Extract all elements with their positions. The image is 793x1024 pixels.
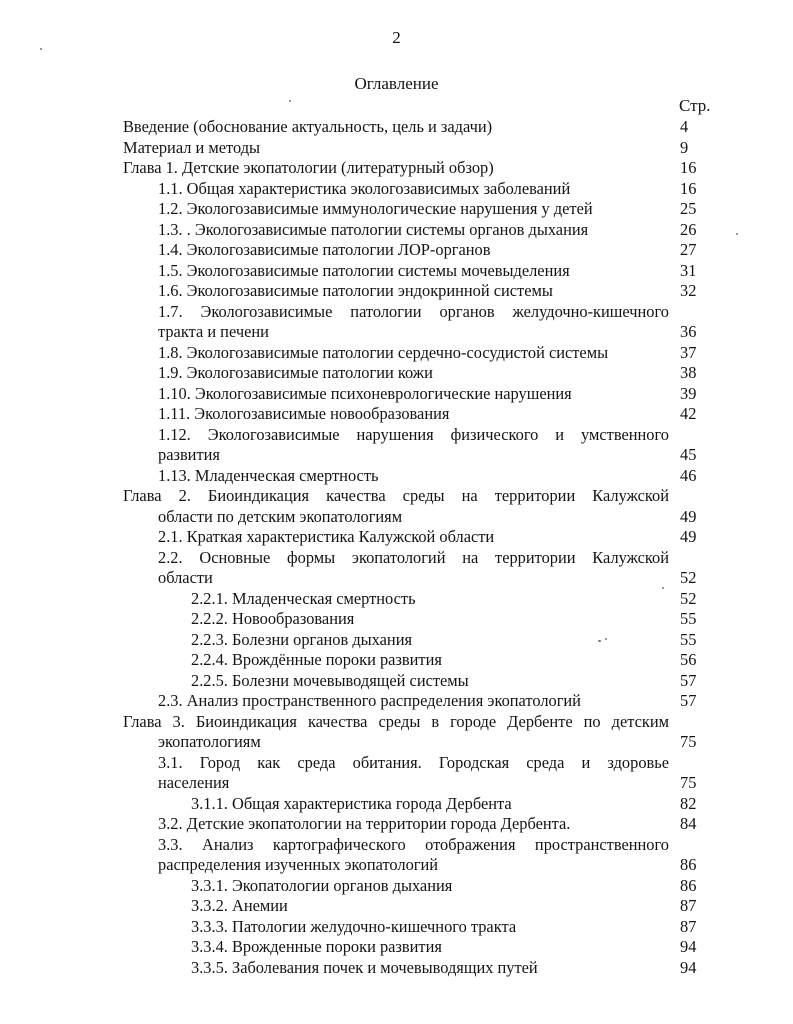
toc-entry-page: 82 bbox=[680, 793, 697, 813]
toc-entry-page: 87 bbox=[680, 916, 697, 936]
toc-entry-text: 2.3. Анализ пространственного распределения экопатологий bbox=[158, 691, 581, 710]
toc-entry-line bbox=[0, 425, 793, 446]
toc-entry bbox=[0, 138, 793, 159]
toc-entry bbox=[0, 691, 793, 712]
toc-entry bbox=[0, 384, 793, 405]
toc-entry-page: 45 bbox=[680, 445, 697, 464]
toc-entry-text: Глава 1. Детские экопатологии (литературный обзор) bbox=[123, 158, 494, 177]
toc-entry-text: 1.8. Экологозависимые патологии сердечно-сосудистой системы bbox=[158, 342, 609, 362]
toc-entry-text: 3.3.1. Экопатологии органов дыхания bbox=[191, 875, 453, 895]
toc-entry-page: 46 bbox=[680, 465, 697, 485]
toc-entry-page: 56 bbox=[680, 650, 697, 669]
toc-entry-text: 3.3.5. Заболевания почек и мочевыводящих путей bbox=[191, 957, 538, 977]
toc-entry-text: 1.5. Экологозависимые патологии системы мочевыделения bbox=[158, 260, 570, 280]
toc-entry-line bbox=[0, 404, 793, 425]
toc-entry-page: 37 bbox=[680, 342, 697, 362]
toc-entry-page: 36 bbox=[680, 322, 697, 341]
toc-entry-page: 39 bbox=[680, 383, 697, 403]
toc-entry-line bbox=[0, 507, 793, 528]
toc-entry-line bbox=[0, 712, 793, 733]
toc-entry-text: Введение (обоснование актуальность, цель и задачи) bbox=[123, 117, 493, 136]
toc-entry bbox=[0, 281, 793, 302]
toc-entry-line bbox=[0, 814, 793, 835]
toc-entry-text: 1.7. Экологозависимые патологии органов желудочно-кишечного bbox=[158, 301, 669, 321]
toc-entry bbox=[0, 363, 793, 384]
toc-entry-text: Глава 2. Биоиндикация качества среды на территории Калужской bbox=[123, 486, 669, 505]
toc-entry-text: 3.1.1. Общая характеристика города Дербента bbox=[191, 793, 512, 813]
toc-entry bbox=[0, 814, 793, 835]
toc-entry-page: 52 bbox=[680, 568, 697, 587]
toc-entry bbox=[0, 158, 793, 179]
toc-entry bbox=[0, 425, 793, 466]
toc-entry-page: 86 bbox=[680, 855, 697, 874]
toc-entry-line bbox=[0, 158, 793, 179]
toc-title: Оглавление bbox=[354, 74, 439, 93]
toc-entry-line bbox=[0, 630, 793, 651]
toc-entry bbox=[0, 199, 793, 220]
table-of-contents bbox=[0, 117, 793, 978]
toc-entry-line bbox=[0, 343, 793, 364]
toc-entry-page: 4 bbox=[680, 117, 689, 136]
toc-entry-line bbox=[0, 138, 793, 159]
toc-entry-line bbox=[0, 650, 793, 671]
toc-entry bbox=[0, 835, 793, 876]
toc-entry bbox=[0, 117, 793, 138]
toc-entry-page: 94 bbox=[680, 957, 697, 977]
toc-entry bbox=[0, 466, 793, 487]
toc-entry-text: 1.3. . Экологозависимые патологии системы органов дыхания bbox=[158, 219, 589, 239]
toc-entry bbox=[0, 548, 793, 589]
toc-entry-text: тракта и печени bbox=[158, 322, 269, 341]
toc-entry-page: 55 bbox=[680, 609, 697, 628]
toc-entry-line bbox=[0, 589, 793, 610]
toc-entry-text: 2.2. Основные формы экопатологий на территории Калужской bbox=[158, 547, 669, 567]
toc-entry-page: 38 bbox=[680, 363, 697, 382]
toc-entry-text: 1.11. Экологозависимые новообразования bbox=[158, 404, 450, 423]
toc-entry-text: 2.2.4. Врождённые пороки развития bbox=[191, 650, 442, 669]
toc-entry bbox=[0, 650, 793, 671]
toc-entry-text: 3.3.4. Врожденные пороки развития bbox=[191, 937, 442, 956]
toc-entry bbox=[0, 630, 793, 651]
toc-entry-text: 1.13. Младенческая смертность bbox=[158, 465, 379, 485]
toc-entry-line bbox=[0, 240, 793, 261]
toc-entry-line bbox=[0, 958, 793, 979]
toc-entry-line bbox=[0, 281, 793, 302]
toc-entry-line bbox=[0, 261, 793, 282]
toc-entry bbox=[0, 179, 793, 200]
toc-entry-text: области по детским экопатологиям bbox=[158, 506, 403, 526]
toc-entry-text: экопатологиям bbox=[158, 732, 261, 751]
toc-entry-line bbox=[0, 302, 793, 323]
toc-entry-text: 1.1. Общая характеристика экологозависимых заболеваний bbox=[158, 178, 571, 198]
toc-entry-text: 2.2.5. Болезни мочевыводящей системы bbox=[191, 670, 469, 690]
toc-entry-text: 3.2. Детские экопатологии на территории города Дербента. bbox=[158, 814, 571, 833]
toc-entry-text: Материал и методы bbox=[123, 137, 261, 157]
toc-entry bbox=[0, 876, 793, 897]
toc-entry-page: 49 bbox=[680, 506, 697, 526]
toc-entry-text: населения bbox=[158, 773, 230, 792]
toc-entry-text: развития bbox=[158, 445, 220, 464]
toc-entry bbox=[0, 609, 793, 630]
toc-entry-text: 3.1. Город как среда обитания. Городская среда и здоровье bbox=[158, 752, 669, 772]
toc-entry-line bbox=[0, 548, 793, 569]
toc-entry bbox=[0, 753, 793, 794]
toc-entry bbox=[0, 589, 793, 610]
toc-entry-line bbox=[0, 855, 793, 876]
toc-entry-line bbox=[0, 732, 793, 753]
toc-entry-page: 42 bbox=[680, 404, 697, 423]
toc-entry-page: 31 bbox=[680, 260, 697, 280]
toc-entry-text: 2.2.2. Новообразования bbox=[191, 609, 355, 628]
toc-entry-text: 2.2.1. Младенческая смертность bbox=[191, 588, 416, 608]
toc-entry-line bbox=[0, 609, 793, 630]
toc-entry-text: 1.6. Экологозависимые патологии эндокринной системы bbox=[158, 281, 553, 300]
toc-entry-line bbox=[0, 794, 793, 815]
toc-entry-text: 1.2. Экологозависимые иммунологические нарушения у детей bbox=[158, 199, 593, 218]
toc-entry-page: 32 bbox=[680, 281, 697, 300]
toc-entry-line bbox=[0, 363, 793, 384]
toc-entry-text: 2.1. Краткая характеристика Калужской области bbox=[158, 527, 495, 546]
toc-entry-line bbox=[0, 466, 793, 487]
toc-entry-text: 3.3. Анализ картографического отображения пространственного bbox=[158, 834, 669, 854]
page-number: 2 bbox=[392, 28, 401, 47]
toc-entry-line bbox=[0, 199, 793, 220]
toc-entry-text: Глава 3. Биоиндикация качества среды в городе Дербенте по детским bbox=[123, 711, 669, 731]
toc-entry-line bbox=[0, 179, 793, 200]
toc-entry-line bbox=[0, 445, 793, 466]
page-column-header: Стр. bbox=[679, 96, 711, 115]
toc-entry bbox=[0, 527, 793, 548]
toc-entry-line bbox=[0, 896, 793, 917]
toc-entry-page: 25 bbox=[680, 199, 697, 218]
toc-entry-page: 9 bbox=[680, 137, 689, 157]
toc-entry bbox=[0, 794, 793, 815]
toc-entry bbox=[0, 917, 793, 938]
toc-entry bbox=[0, 261, 793, 282]
toc-entry bbox=[0, 937, 793, 958]
toc-entry-line bbox=[0, 773, 793, 794]
toc-entry-page: 16 bbox=[680, 158, 697, 177]
toc-entry-text: области bbox=[158, 568, 213, 587]
toc-entry-line bbox=[0, 384, 793, 405]
toc-entry-line bbox=[0, 753, 793, 774]
toc-entry-line bbox=[0, 527, 793, 548]
toc-entry-text: 3.3.3. Патологии желудочно-кишечного тракта bbox=[191, 916, 517, 936]
toc-entry-page: 84 bbox=[680, 814, 697, 833]
toc-entry bbox=[0, 712, 793, 753]
toc-entry-text: 1.9. Экологозависимые патологии кожи bbox=[158, 363, 433, 382]
toc-entry-page: 86 bbox=[680, 875, 697, 895]
toc-entry-page: 55 bbox=[680, 629, 697, 649]
toc-entry bbox=[0, 343, 793, 364]
toc-entry-page: 26 bbox=[680, 219, 697, 239]
toc-entry-line bbox=[0, 671, 793, 692]
toc-entry-text: 1.10. Экологозависимые психоневрологические нарушения bbox=[158, 383, 572, 403]
toc-entry-text: 2.2.3. Болезни органов дыхания bbox=[191, 629, 413, 649]
toc-entry-line bbox=[0, 917, 793, 938]
toc-entry-page: 87 bbox=[680, 896, 697, 915]
toc-entry-page: 52 bbox=[680, 588, 697, 608]
toc-entry-line bbox=[0, 876, 793, 897]
toc-entry-line bbox=[0, 486, 793, 507]
toc-entry-page: 16 bbox=[680, 178, 697, 198]
toc-entry-page: 27 bbox=[680, 240, 697, 259]
toc-entry-page: 94 bbox=[680, 937, 697, 956]
toc-entry-page: 75 bbox=[680, 773, 697, 792]
toc-entry-line bbox=[0, 568, 793, 589]
toc-entry-text: 1.4. Экологозависимые патологии ЛОР-органов bbox=[158, 240, 491, 259]
toc-entry-line bbox=[0, 322, 793, 343]
toc-entry bbox=[0, 302, 793, 343]
toc-entry-line bbox=[0, 220, 793, 241]
toc-entry bbox=[0, 240, 793, 261]
toc-entry-text: 3.3.2. Анемии bbox=[191, 896, 288, 915]
toc-entry-line bbox=[0, 937, 793, 958]
toc-entry-line bbox=[0, 117, 793, 138]
toc-entry bbox=[0, 486, 793, 527]
toc-entry-text: распределения изученных экопатологий bbox=[158, 855, 439, 874]
toc-entry-page: 57 bbox=[680, 691, 697, 710]
toc-entry bbox=[0, 896, 793, 917]
toc-entry bbox=[0, 404, 793, 425]
toc-entry bbox=[0, 958, 793, 979]
toc-entry-page: 49 bbox=[680, 527, 697, 546]
toc-entry-line bbox=[0, 691, 793, 712]
toc-entry-page: 75 bbox=[680, 732, 697, 751]
toc-entry bbox=[0, 671, 793, 692]
toc-entry bbox=[0, 220, 793, 241]
toc-entry-page: 57 bbox=[680, 670, 697, 690]
toc-entry-line bbox=[0, 835, 793, 856]
toc-entry-text: 1.12. Экологозависимые нарушения физического и умственного bbox=[158, 424, 669, 444]
